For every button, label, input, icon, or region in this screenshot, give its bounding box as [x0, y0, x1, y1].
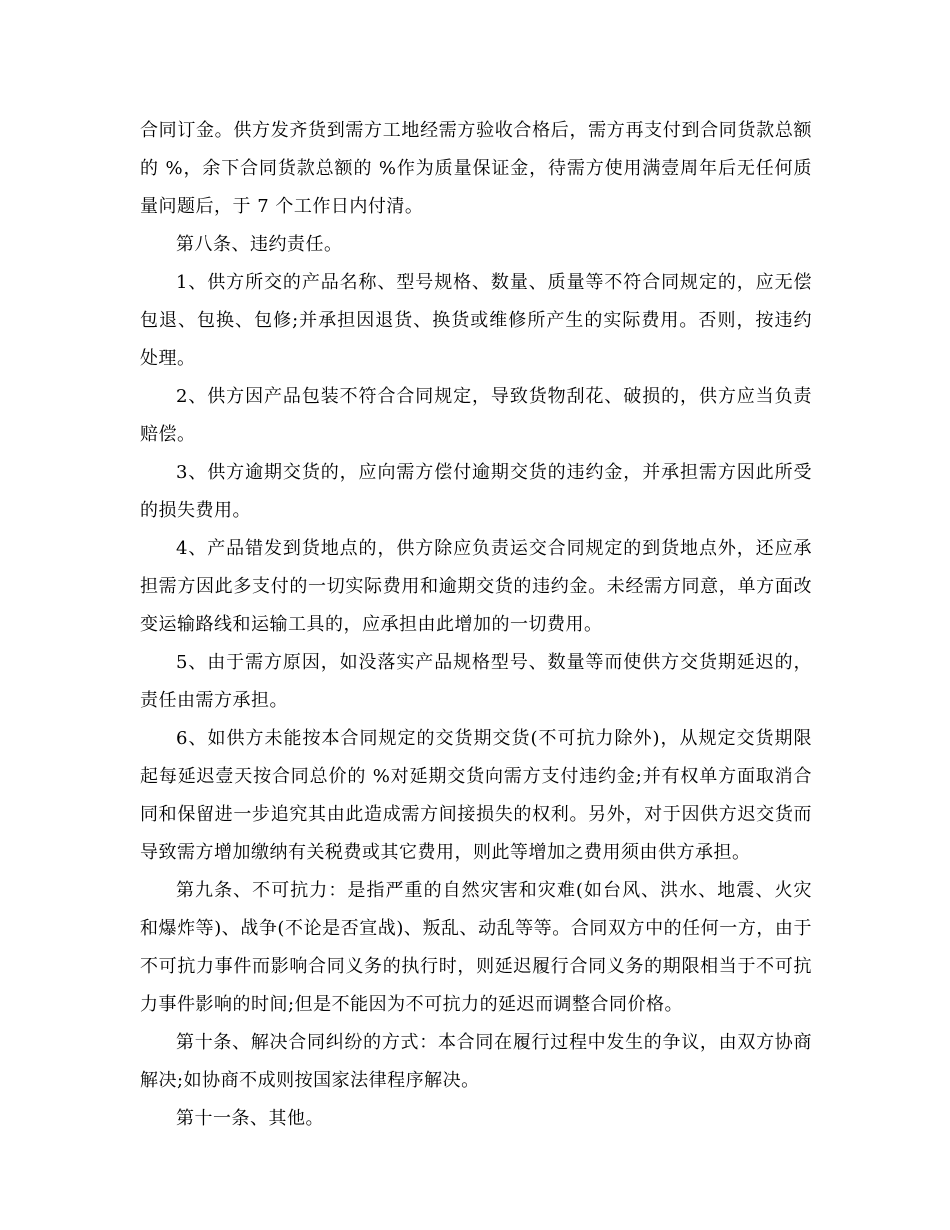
clause-8-6: 6、如供方未能按本合同规定的交货期交货(不可抗力除外)，从规定交货期限起每延迟壹天按合同总价的 %对延期交货向需方支付违约金;并有权单方面取消合同和保留进一步追究其由此造成需方间接损失的权利。另外，对于因供方迟交货而导致需方增加缴纳有关税费或其它费用，则此等增加之费用须由供方承担。	[140, 728, 812, 863]
article-11-other: 第十一条、其他。	[176, 1108, 324, 1129]
clause-8-2: 2、供方因产品包装不符合合同规定，导致货物刮花、破损的，供方应当负责赔偿。	[140, 386, 812, 445]
clause-8-3: 3、供方逾期交货的，应向需方偿付逾期交货的违约金，并承担需方因此所受的损失费用。	[140, 462, 812, 521]
article-9-force-majeure: 第九条、不可抗力：是指严重的自然灾害和灾难(如台风、洪水、地震、火灾和爆炸等)、战争(不论是否宣战)、叛乱、动乱等等。合同双方中的任何一方，由于不可抗力事件而影响合同义务的执行时，则延迟履行合同义务的期限相当于不可抗力事件影响的时间;但是不能因为不可抗力的延迟而调整合同价格。	[140, 880, 812, 1015]
article-8-heading: 第八条、违约责任。	[176, 234, 343, 255]
document-body	[140, 112, 812, 1138]
clause-8-5: 5、由于需方原因，如没落实产品规格型号、数量等而使供方交货期延迟的，责任由需方承担。	[140, 652, 812, 711]
clause-8-4: 4、产品错发到货地点的，供方除应负责运交合同规定的到货地点外，还应承担需方因此多支付的一切实际费用和逾期交货的违约金。未经需方同意，单方面改变运输路线和运输工具的，应承担由此增加的一切费用。	[140, 538, 812, 635]
clause-8-1: 1、供方所交的产品名称、型号规格、数量、质量等不符合同规定的，应无偿包退、包换、包修;并承担因退货、换货或维修所产生的实际费用。否则，按违约处理。	[140, 272, 812, 369]
paragraph-payment-terms: 合同订金。供方发齐货到需方工地经需方验收合格后，需方再支付到合同货款总额的 %，余下合同货款总额的 %作为质量保证金，待需方使用满壹周年后无任何质量问题后，于 7 个工作日内付清。	[140, 120, 812, 217]
article-10-dispute-resolution: 第十条、解决合同纠纷的方式：本合同在履行过程中发生的争议，由双方协商解决;如协商不成则按国家法律程序解决。	[140, 1032, 812, 1091]
